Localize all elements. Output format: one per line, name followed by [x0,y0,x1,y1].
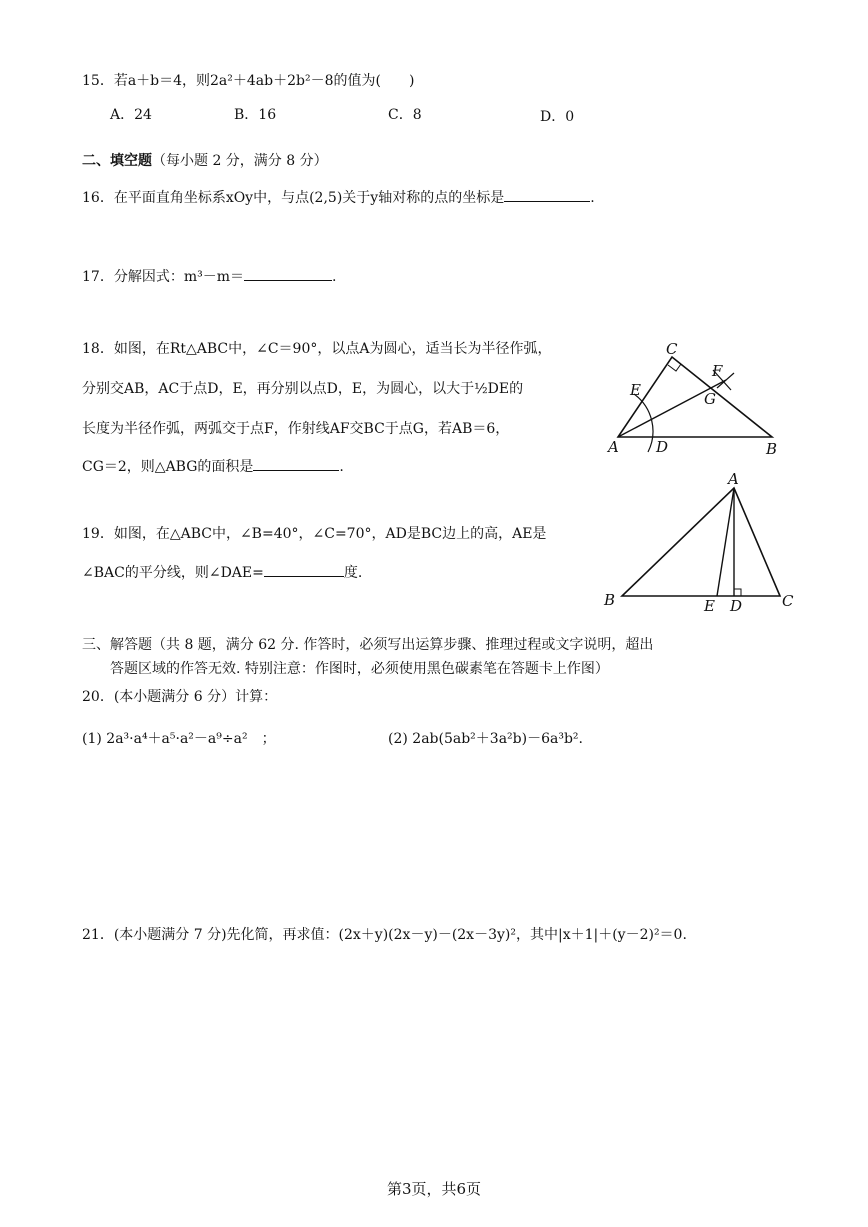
q19-label-c: C [782,592,794,610]
q17-answer-blank[interactable] [244,266,332,281]
q18-line-4-text: CG＝2，则△ABG的面积是 [82,459,254,475]
q18-line-3: 长度为半径作弧，两弧交于点F，作射线AF交BC于点G，若AB＝6， [82,421,510,437]
q18-label-a: A [608,438,619,456]
q15-option-c: C．8 [388,107,422,123]
q19-line-1: 19．如图，在△ABC中，∠B=40°，∠C=70°，AD是BC边上的高，AE是 [82,526,547,542]
section2-note: （每小题 2 分，满分 8 分） [152,153,328,169]
section3-line-1: 三、解答题（共 8 题，满分 62 分. 作答时，必须写出运算步骤、推理过程或文字说明，超出 [82,637,654,653]
q19-label-b: B [604,591,616,609]
q17-end: . [331,269,337,285]
q19-end: 度. [343,565,363,581]
q19-label-d: D [730,597,743,613]
section2-heading [82,152,328,170]
q16 [82,187,595,207]
q16-text: 16．在平面直角坐标系xOy中，与点(2,5)关于y轴对称的点的坐标是 [82,190,505,206]
q19-triangle [622,488,780,596]
q17 [82,266,336,286]
q18-label-e: E [630,381,641,399]
q20-title: 20．(本小题满分 6 分）计算： [82,689,278,705]
q19-right-angle-mark [734,589,741,596]
q18-label-f: F [712,362,723,380]
q18-end: . [339,459,344,475]
q16-answer-blank[interactable] [504,187,590,202]
q18-label-d: D [656,438,669,456]
q15-option-b: B．16 [234,107,277,123]
q15-option-d: D．0 [540,109,575,125]
q19-line-2 [82,562,362,582]
q18-figure [600,340,800,465]
q18-label-b: B [766,440,778,458]
q20-part-2: (2) 2ab(5ab²＋3a²b)－6a³b². [388,731,583,747]
q17-text: 17．分解因式：m³－m＝ [82,269,244,285]
q19-answer-blank[interactable] [264,562,344,577]
q15-stem: 15．若a＋b＝4，则2a²＋4ab＋2b²－8的值为( ) [82,73,415,89]
section3-line-2: 答题区域的作答无效. 特别注意：作图时，必须使用黑色碳素笔在答题卡上作图） [110,661,609,677]
q18-label-g: G [704,390,716,408]
q16-end: . [590,190,595,206]
q19-figure [600,468,805,613]
q18-answer-blank[interactable] [253,456,339,471]
q18-right-angle-mark [668,364,681,371]
q21-text: 21．(本小题满分 7 分)先化简，再求值：(2x＋y)(2x－y)－(2x－3y)²，其中|x＋1|＋(y－2)²＝0. [82,927,687,943]
q19-line-2-text: ∠BAC的平分线，则∠DAE= [82,565,264,581]
q18-line-1: 18．如图，在Rt△ABC中，∠C＝90°，以点A为圆心，适当长为半径作弧， [82,341,552,357]
q18-line-2: 分别交AB，AC于点D，E，再分别以点D，E，为圆心，以大于½DE的 [82,381,524,397]
q18-label-c: C [666,340,678,358]
q19-segment-ae [717,488,734,596]
section2-title: 二、填空题 [82,153,152,169]
q18-line-4 [82,456,344,476]
q19-label-a: A [728,470,739,488]
q20-part-1: (1) 2a³·a⁴＋a⁵·a²－a⁹÷a² ； [82,731,276,747]
page-number: 第3页，共6页 [386,1180,482,1198]
q15-option-a: A．24 [110,107,152,123]
q19-label-e: E [704,597,715,613]
